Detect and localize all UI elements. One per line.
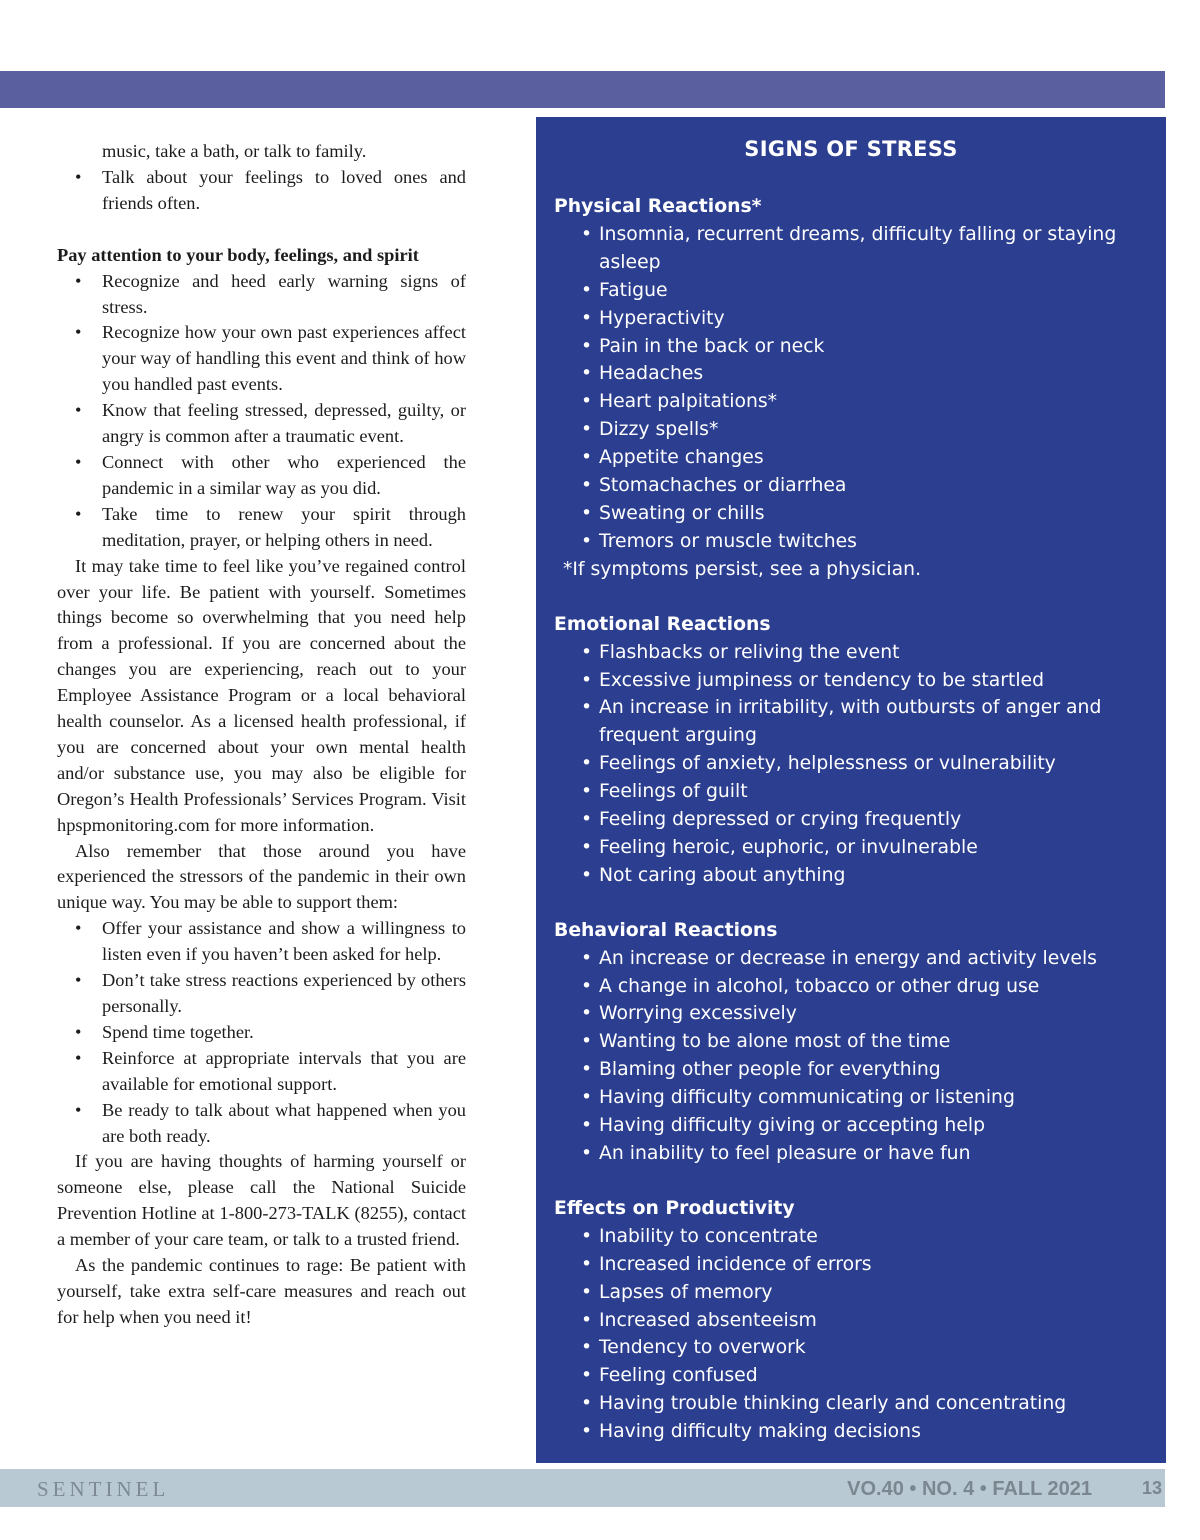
body-list [57,269,466,554]
list-item: • Recognize and heed early warning signs of stress. [75,270,466,317]
publication-name: SENTINEL [37,1477,170,1501]
list-item: • Not caring about anything [581,864,846,886]
list-item: • Feelings of anxiety, helplessness or vulnerability [581,753,1056,775]
physical-list [554,221,1154,556]
physical-heading: Physical Reactions* [554,196,762,217]
behavioral-list [554,945,1154,1168]
list-item: • Spend time together. [75,1021,254,1042]
list-item: music, take a bath, or talk to family. [102,141,367,161]
page-number: 13 [1142,1478,1163,1498]
article-column [57,139,466,1331]
panel-title: SIGNS OF STRESS [744,137,958,161]
footer-bar [0,1469,1165,1507]
list-item: • Recognize how your own past experiences affect your way of handling this event and think of how you handled past events. [75,322,466,395]
paragraph: It may take time to feel like you’ve regained control over your life. Be patient with yourself. Sometimes things become so overwhelming that you need help from a professional. If you are concerned about the changes you are experiencing, reach out to your Employee Assistance Program or a local behavioral health counselor. As a licensed health professional, if you are concerned about your own mental health and/or substance use, you may also be eligible for Oregon’s Health Professionals’ Services Program. Visit hpspmonitoring.com for more information. [57,555,466,835]
list-item: • Blaming other people for everything [581,1059,941,1081]
list-item: • A change in alcohol, tobacco or other drug use [581,975,1040,997]
emotional-heading: Emotional Reactions [554,613,771,635]
issue-label: VO.40 • NO. 4 • FALL 2021 [847,1478,1092,1500]
list-item: • Heart palpitations* [581,391,778,413]
panel-body [554,193,1154,1446]
list-item: • Feeling confused [581,1365,758,1387]
list-item: • Talk about your feelings to loved ones and friends often. [75,166,466,213]
signs-of-stress-panel [536,117,1166,1463]
list-item: • Fatigue [581,279,668,301]
physician-note: *If symptoms persist, see a physician. [563,558,922,580]
behavioral-heading: Behavioral Reactions [554,919,778,941]
list-item: • Having difficulty making decisions [581,1421,921,1443]
list-item: • Worrying excessively [581,1003,797,1025]
list-item: • Excessive jumpiness or tendency to be startled [581,669,1045,691]
emotional-list [554,639,1154,890]
list-item: • Having trouble thinking clearly and concentrating [581,1393,1067,1415]
productivity-heading: Effects on Productivity [554,1197,795,1219]
list-item: • Wanting to be alone most of the time [581,1031,951,1053]
list-item: • Don’t take stress reactions experienced by others personally. [75,970,466,1016]
list-item: • An increase in irritability, with outbursts of anger and frequent arguing [581,697,1102,747]
section-heading: Pay attention to your body, feelings, and spirit [57,244,419,265]
paragraph: Also remember that those around you have experienced the stressors of the pandemic in their own unique way. You may be able to support them: [57,840,466,913]
list-item: • Having difficulty giving or accepting help [581,1115,986,1137]
list-item: • Stomachaches or diarrhea [581,475,847,497]
list-item: • Know that feeling stressed, depressed, guilty, or angry is common after a traumatic event. [75,400,466,447]
paragraph: As the pandemic continues to rage: Be patient with yourself, take extra self-care measures and reach out for help when you need it! [57,1255,466,1327]
productivity-list [554,1223,1154,1446]
intro-list [57,139,466,217]
list-item: • Insomnia, recurrent dreams, difficulty falling or staying asleep [581,223,1117,273]
list-item: • Feelings of guilt [581,781,748,803]
list-item: • Headaches [581,363,704,385]
list-item: • Sweating or chills [581,502,765,524]
list-item: • Reinforce at appropriate intervals that you are available for emotional support. [75,1047,466,1094]
list-item: • Lapses of memory [581,1281,773,1303]
list-item: • Connect with other who experienced the pandemic in a similar way as you did. [75,451,466,498]
list-item: • Flashbacks or reliving the event [581,641,900,663]
list-item: • Feeling heroic, euphoric, or invulnerable [581,836,978,858]
list-item: • Increased absenteeism [581,1309,817,1331]
list-item: • Offer your assistance and show a willingness to listen even if you haven’t been asked for help. [75,918,466,965]
paragraph: If you are having thoughts of harming yourself or someone else, please call the National Suicide Prevention Hotline at 1-800-273-TALK (8255), contact a member of your care team, or talk to a trusted friend. [57,1151,466,1250]
list-item: • An increase or decrease in energy and activity levels [581,947,1097,969]
list-item: • Tremors or muscle twitches [581,530,857,552]
list-item: • An inability to feel pleasure or have fun [581,1143,971,1164]
list-item: • Be ready to talk about what happened when you are both ready. [75,1099,466,1146]
list-item: • Tendency to overwork [581,1337,806,1359]
list-item: • Increased incidence of errors [581,1253,872,1275]
list-item: • Feeling depressed or crying frequently [581,809,962,831]
support-list [57,916,466,1149]
list-item: • Having difficulty communicating or listening [581,1087,1015,1109]
list-item: • Appetite changes [581,447,764,469]
list-item: • Take time to renew your spirit through meditation, prayer, or helping others in need. [75,503,466,550]
list-item: • Dizzy spells* [581,419,719,441]
header-band [0,71,1165,108]
list-item: • Hyperactivity [581,307,725,329]
list-item: • Pain in the back or neck [581,335,825,357]
list-item: • Inability to concentrate [581,1225,818,1247]
